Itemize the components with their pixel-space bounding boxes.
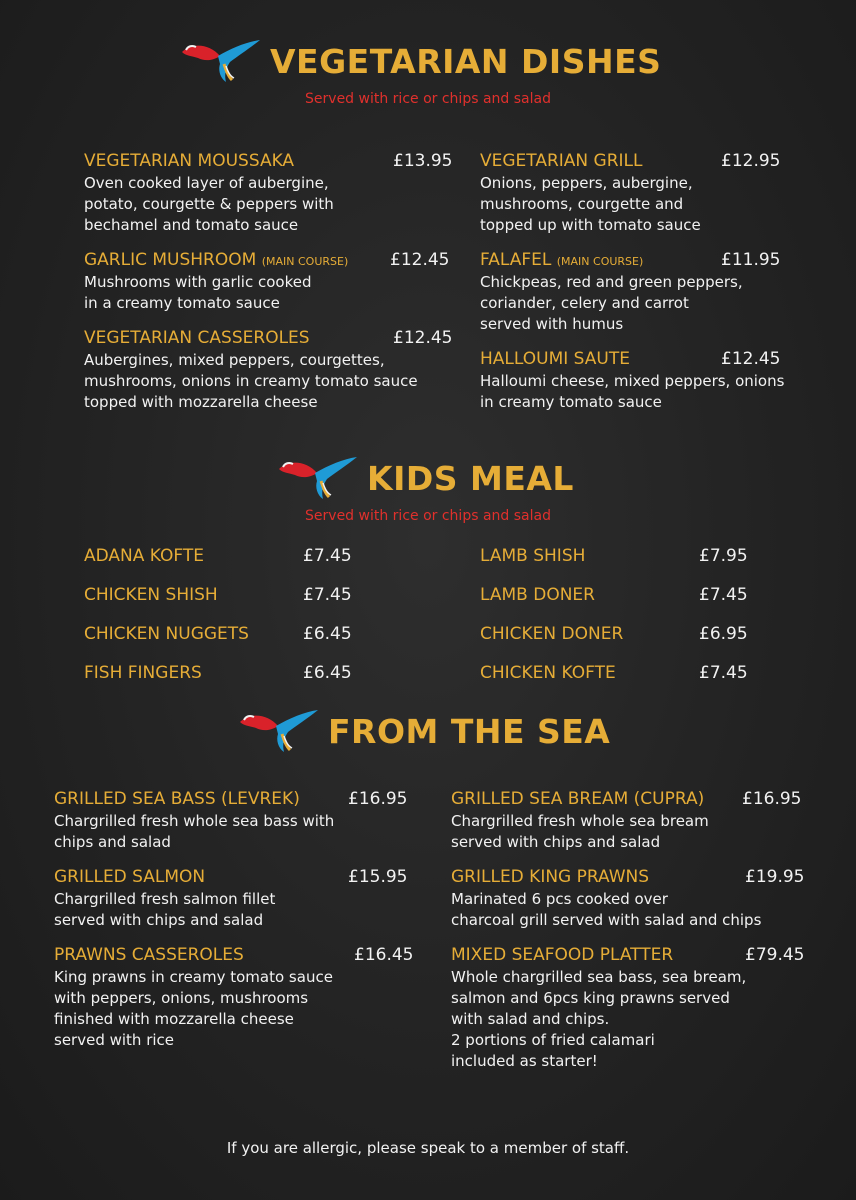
section-subtitle: Served with rice or chips and salad (305, 508, 551, 524)
item-description (451, 889, 831, 931)
item-price: £12.95 (721, 151, 781, 171)
desc-line: topped up with tomato sauce (480, 216, 701, 234)
section-title: VEGETARIAN DISHES (270, 41, 662, 81)
item-price: £15.95 (348, 867, 408, 887)
item-price: £11.95 (721, 250, 781, 270)
item-price: £7.95 (699, 546, 748, 566)
desc-line: Chargrilled fresh salmon fillet (54, 890, 276, 908)
desc-line: Marinated 6 pcs cooked over (451, 890, 668, 908)
sea-right-column (451, 789, 831, 1086)
desc-line: Mushrooms with garlic cooked (84, 273, 312, 291)
vegetarian-right-column (480, 151, 820, 427)
desc-line: topped with mozzarella cheese (84, 393, 318, 411)
menu-item (54, 789, 414, 853)
item-description (54, 811, 414, 853)
bird-logo-icon (180, 38, 262, 84)
kids-item (480, 585, 780, 609)
item-name: ADANA KOFTE (84, 546, 205, 566)
desc-line: Aubergines, mixed peppers, courgettes, (84, 351, 385, 369)
menu-item (480, 349, 820, 413)
desc-line: served with humus (480, 315, 624, 333)
item-description (84, 272, 454, 314)
item-description (451, 811, 831, 853)
item-name-text: GARLIC MUSHROOM (84, 250, 257, 270)
item-price: £7.45 (699, 663, 748, 683)
desc-line: salmon and 6pcs king prawns served (451, 989, 730, 1007)
desc-line: charcoal grill served with salad and chips (451, 911, 762, 929)
item-price: £16.95 (742, 789, 802, 809)
menu-item (84, 328, 454, 413)
desc-line: bechamel and tomato sauce (84, 216, 299, 234)
desc-line: included as starter! (451, 1052, 598, 1070)
item-name: CHICKEN SHISH (84, 585, 218, 605)
item-price: £12.45 (721, 349, 781, 369)
item-description (54, 889, 414, 931)
item-price: £7.45 (303, 546, 352, 566)
item-price: £12.45 (390, 250, 450, 270)
item-price: £7.45 (699, 585, 748, 605)
desc-line: Oven cooked layer of aubergine, (84, 174, 329, 192)
section-title: FROM THE SEA (328, 711, 611, 751)
item-description (84, 350, 454, 413)
menu-item (451, 867, 831, 931)
section-header-vegetarian (180, 38, 661, 84)
kids-item (84, 546, 384, 570)
desc-line: potato, courgette & peppers with (84, 195, 334, 213)
bird-logo-icon (238, 708, 320, 754)
menu-item (480, 151, 820, 236)
desc-line: Onions, peppers, aubergine, (480, 174, 693, 192)
item-note: (MAIN COURSE) (261, 255, 349, 268)
item-price: £16.95 (348, 789, 408, 809)
item-price: £6.95 (699, 624, 748, 644)
item-name: VEGETARIAN GRILL (480, 151, 643, 171)
kids-item (84, 663, 384, 687)
item-description (451, 967, 831, 1072)
item-name: FISH FINGERS (84, 663, 202, 683)
section-header-sea (238, 708, 610, 754)
desc-line: mushrooms, courgette and (480, 195, 684, 213)
item-description (84, 173, 454, 236)
desc-line: with salad and chips. (451, 1010, 610, 1028)
menu-item (54, 867, 414, 931)
sea-left-column (54, 789, 414, 1065)
desc-line: mushrooms, onions in creamy tomato sauce (84, 372, 418, 390)
item-price: £12.45 (393, 328, 453, 348)
kids-item (480, 624, 780, 648)
item-name: GRILLED SEA BASS (LEVREK) (54, 789, 300, 809)
item-description (480, 173, 820, 236)
item-name-text: FALAFEL (480, 250, 552, 270)
item-name: CHICKEN NUGGETS (84, 624, 249, 644)
desc-line: Whole chargrilled sea bass, sea bream, (451, 968, 747, 986)
item-name: GRILLED KING PRAWNS (451, 867, 650, 887)
item-price: £19.95 (745, 867, 805, 887)
item-note: (MAIN COURSE) (556, 255, 644, 268)
menu-item (451, 789, 831, 853)
desc-line: 2 portions of fried calamari (451, 1031, 655, 1049)
desc-line: in a creamy tomato sauce (84, 294, 280, 312)
item-name: VEGETARIAN CASSEROLES (84, 328, 310, 348)
item-name: HALLOUMI SAUTE (480, 349, 630, 369)
menu-item (480, 250, 820, 335)
section-subtitle: Served with rice or chips and salad (305, 91, 551, 107)
item-name (84, 250, 348, 270)
desc-line: Chargrilled fresh whole sea bass with (54, 812, 335, 830)
item-price: £6.45 (303, 624, 352, 644)
desc-line: in creamy tomato sauce (480, 393, 662, 411)
item-description (480, 371, 820, 413)
item-price: £16.45 (354, 945, 414, 965)
desc-line: served with rice (54, 1031, 175, 1049)
kids-item (480, 663, 780, 687)
item-name (480, 250, 643, 270)
desc-line: finished with mozzarella cheese (54, 1010, 294, 1028)
item-price: £13.95 (393, 151, 453, 171)
item-name: LAMB SHISH (480, 546, 586, 566)
item-description (54, 967, 414, 1051)
desc-line: with peppers, onions, mushrooms (54, 989, 309, 1007)
kids-item (84, 585, 384, 609)
allergy-notice: If you are allergic, please speak to a member of staff. (226, 1139, 630, 1157)
item-name: VEGETARIAN MOUSSAKA (84, 151, 295, 171)
item-name: GRILLED SEA BREAM (CUPRA) (451, 789, 705, 809)
item-name: CHICKEN DONER (480, 624, 624, 644)
desc-line: King prawns in creamy tomato sauce (54, 968, 333, 986)
kids-item (84, 624, 384, 648)
section-title: KIDS MEAL (367, 458, 574, 498)
desc-line: served with chips and salad (54, 911, 264, 929)
desc-line: Halloumi cheese, mixed peppers, onions (480, 372, 785, 390)
desc-line: chips and salad (54, 833, 171, 851)
item-name: MIXED SEAFOOD PLATTER (451, 945, 674, 965)
vegetarian-left-column (84, 151, 454, 427)
item-price: £6.45 (303, 663, 352, 683)
desc-line: served with chips and salad (451, 833, 661, 851)
item-price: £7.45 (303, 585, 352, 605)
desc-line: coriander, celery and carrot (480, 294, 689, 312)
desc-line: Chargrilled fresh whole sea bream (451, 812, 709, 830)
section-header-kids (277, 455, 574, 501)
menu-item (54, 945, 414, 1051)
menu-item (84, 250, 454, 314)
item-name: PRAWNS CASSEROLES (54, 945, 244, 965)
item-name: GRILLED SALMON (54, 867, 206, 887)
desc-line: Chickpeas, red and green peppers, (480, 273, 743, 291)
menu-item (84, 151, 454, 236)
kids-item (480, 546, 780, 570)
bird-logo-icon (277, 455, 359, 501)
item-description (480, 272, 820, 335)
menu-item (451, 945, 831, 1072)
item-price: £79.45 (745, 945, 805, 965)
item-name: CHICKEN KOFTE (480, 663, 616, 683)
item-name: LAMB DONER (480, 585, 595, 605)
